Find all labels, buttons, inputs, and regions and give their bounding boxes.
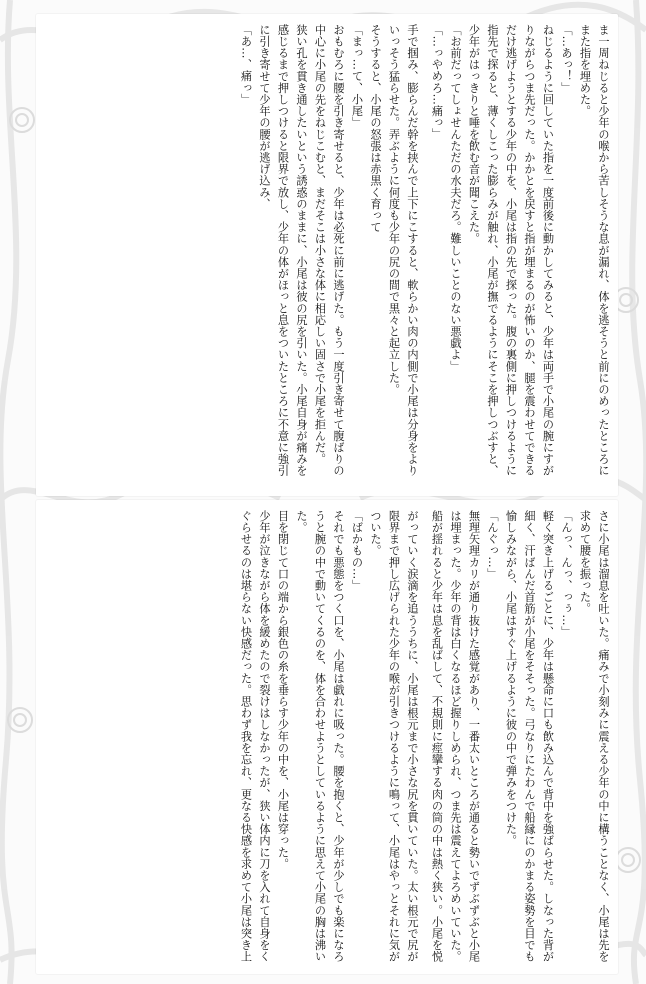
text-block-bottom <box>36 500 618 974</box>
text-column: さに小尾は溜息を吐いた。痛みで小刻みに震える少年の中に構うことなく、小尾は先を求めて腰を振った。 「んっ、んっ、っぅ…」 軽く突き上げるごとに、少年は懸命に口も飲み込んで背中を強ばらせた。しなった背が細く、汗ばんだ首筋が小尾をそそった。弓なりにたわんで船縁にのかまる姿勢を目でも愉しみながら、小尾はすぐ上げるように彼の中で弾みをつけた。 「んぐっ…」 無理矢理カリが通り抜けた感覚があり、一番太いところが通ると勢いでずぶずぶと小尾は埋まった。少年の背は白くなるほど握りしめられ、つま先は震えてよろめいていた。船が揺れると少年は息を乱ばして、不規則に痙攣する肉の筒の中は熱く狭い。小尾を悦 <box>430 510 610 963</box>
text-column: がっていく涙滴を追ううちに、小尾は根元まで小さな尻を貫いていた。太い根元で尻が限界まで押し広げられた少年の喉が引きつけるように鳴って、小尾はやっとそれに気がついた。 「ばかもの…」 それでも悪態をつく口を、小尾は戯れに吸った。腰を抱くと、少年が少しでも楽になろうと腕の中で動いてくるのを、体を合わせようとしているように思えて小尾の胸は沸いた。 目を閉じて口の端から銀色の糸を垂らす少年の中を、小尾は穿った。 少年が泣きながら体を緩めたので裂けはしなかったが、狭い体内に刀を入れて自身をくぐらせるのは堪らない快感だった。思わず我を忘れ、更なる快感を求めて小尾は突き上 <box>239 510 419 963</box>
text-column: ま一周ねじると少年の喉から苦しそうな息が漏れ、体を逃そうと前にのめったところにまた指を埋めた。 「…あっ！」 ねじるように回していた指を一度前後に動かしてみると、少年は両手で小尾の腕にすがりながらつま先だった。かかとを戻すと指が埋まるのが怖いのか、腿を震わせてできるだけ逃げようとする少年の中を、小尾は指の先で探った。腹の裏側に押しつけるように指先で探ると、薄くしこった膨らみが触れ、小尾が撫でるようにそこを押しつぶすと、少年がはっきりと唾を飲む音が聞こえた。 「お前だってしょせんただの水夫だろ。難しいことのない悪戯よ」 「…っやめろ…痛っ」 <box>430 24 610 477</box>
text-block-top <box>36 14 618 496</box>
text-column: 手で掴み、膨らんだ幹を挟んで上下にこすると、軟らかい肉の内側で小尾は分身をよりいっそう猛らせた。弄ぶように何度も少年の尻の間で黒々と起立した。 そうすると、小尾の怒張は赤黒く育って 「まっ…て、小尾」 おもむろに腰を引き寄せると、少年は必死に前に逃げた。もう一度引き寄せて腹ばりの中心に小尾の先をねじこむと、まだそこは小さな体に相応しい固さで小尾を拒んだ。 狭い孔を貫き通したいという誘惑のままに、小尾は彼の尻を引いた。小尾自身が痛みを感じるまで押しつけると限界で放し、少年の体がほっと息をついたところに不意に強引に引き寄せて少年の腰が逃げ込み、 「あ…、痛っ」 <box>239 24 419 477</box>
